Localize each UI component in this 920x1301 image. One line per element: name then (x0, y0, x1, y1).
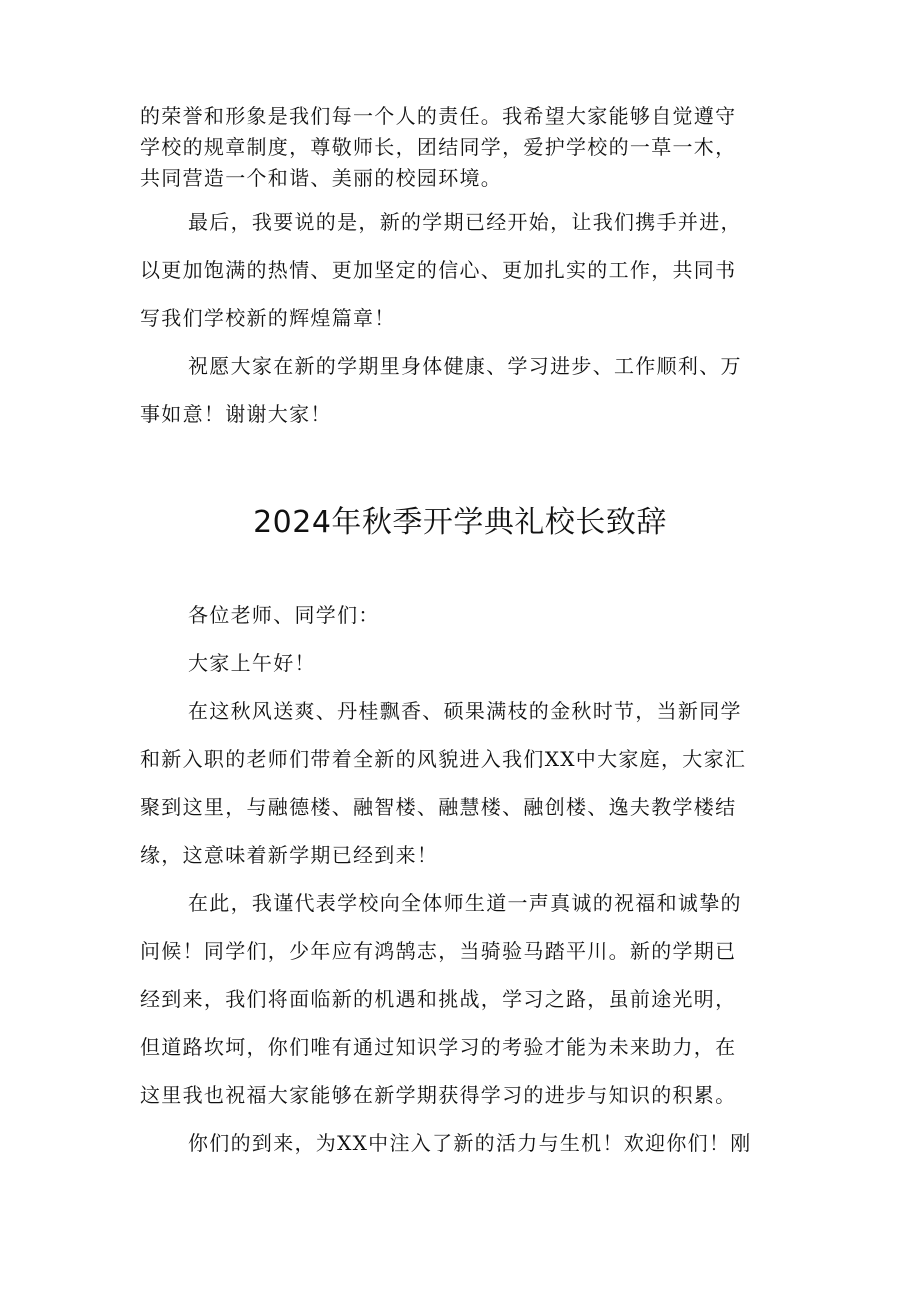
text-line: 你们的到来，为XX中注入了新的活力与生机！欢迎你们！刚 (188, 1131, 752, 1155)
text-line: 的荣誉和形象是我们每一个人的责任。我希望大家能够自觉遵守 (140, 104, 737, 128)
text-line: 这里我也祝福大家能够在新学期获得学习的进步与知识的积累。 (140, 1083, 737, 1107)
text-line: 问候！同学们，少年应有鸿鹄志，当骑验马踏平川。新的学期已 (140, 939, 737, 963)
text-line: 缘，这意味着新学期已经到来！ (140, 843, 439, 867)
salutation: 各位老师、同学们： (188, 603, 380, 627)
text-line: 学校的规章制度，尊敬师长，团结同学，爱护学校的一草一木， (140, 135, 737, 159)
text-line: 写我们学校新的辉煌篇章！ (140, 306, 396, 330)
text-line: 事如意！谢谢大家！ (140, 402, 332, 426)
text-line: 聚到这里，与融德楼、融智楼、融慧楼、融创楼、逸夫教学楼结 (140, 795, 737, 819)
text-line: 经到来，我们将面临新的机遇和挑战，学习之路，虽前途光明， (140, 987, 737, 1011)
text-line: 祝愿大家在新的学期里身体健康、学习进步、工作顺利、万 (188, 354, 742, 378)
page-title: 2024年秋季开学典礼校长致辞 (253, 505, 667, 540)
text-line: 共同营造一个和谐、美丽的校园环境。 (140, 166, 503, 190)
greeting: 大家上午好！ (188, 651, 316, 675)
text-line: 和新入职的老师们带着全新的风貌进入我们XX中大家庭，大家汇 (140, 747, 747, 771)
text-line: 最后，我要说的是，新的学期已经开始，让我们携手并进， (188, 210, 742, 234)
text-line: 在这秋风送爽、丹桂飘香、硕果满枝的金秋时节，当新同学 (188, 699, 742, 723)
text-line: 但道路坎坷，你们唯有通过知识学习的考验才能为未来助力，在 (140, 1035, 737, 1059)
text-line: 以更加饱满的热情、更加坚定的信心、更加扎实的工作，共同书 (140, 258, 737, 282)
text-line: 在此，我谨代表学校向全体师生道一声真诚的祝福和诚挚的 (188, 891, 742, 915)
